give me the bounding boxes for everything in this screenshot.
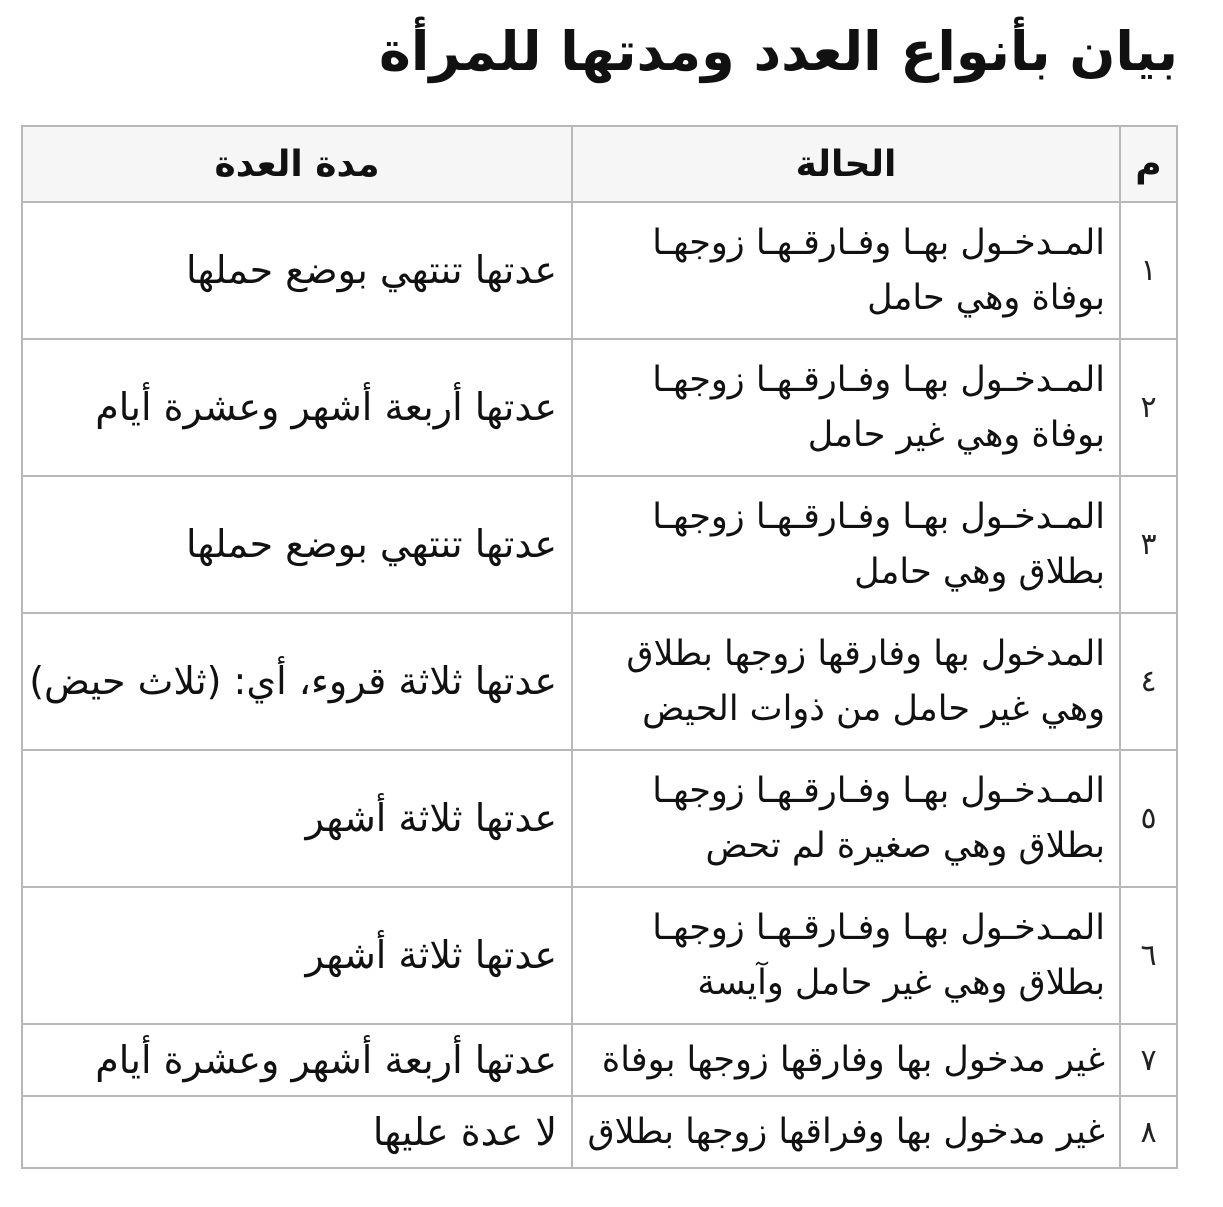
iddah-table	[21, 125, 1178, 1169]
row-number: ٥	[1120, 750, 1177, 887]
table-row	[22, 1024, 1177, 1096]
period-cell: عدتها تنتهي بوضع حملها	[22, 202, 572, 339]
row-number: ٤	[1120, 613, 1177, 750]
period-cell: عدتها ثلاثة أشهر	[22, 750, 572, 887]
header-number: م	[1120, 126, 1177, 202]
period-cell: عدتها أربعة أشهر وعشرة أيام	[22, 339, 572, 476]
row-number: ٧	[1120, 1024, 1177, 1096]
period-cell: عدتها تنتهي بوضع حملها	[22, 476, 572, 613]
case-cell: المـدخـول بهـا وفـارقـهـا زوجهـا بوفاة وهي حامل	[572, 202, 1120, 339]
case-cell: المـدخـول بهـا وفـارقـهـا زوجهـا بوفاة وهي غير حامل	[572, 339, 1120, 476]
table-row	[22, 339, 1177, 476]
case-cell: المـدخـول بهـا وفـارقـهـا زوجهـا بطلاق وهي حامل	[572, 476, 1120, 613]
table-row	[22, 750, 1177, 887]
table-row	[22, 1096, 1177, 1168]
header-case: الحالة	[572, 126, 1120, 202]
row-number: ٦	[1120, 887, 1177, 1024]
row-number: ١	[1120, 202, 1177, 339]
table-header-row	[22, 126, 1177, 202]
row-number: ٢	[1120, 339, 1177, 476]
row-number: ٨	[1120, 1096, 1177, 1168]
table-row	[22, 202, 1177, 339]
header-period: مدة العدة	[22, 126, 572, 202]
case-cell: غير مدخول بها وفراقها زوجها بطلاق	[572, 1096, 1120, 1168]
table-row	[22, 613, 1177, 750]
case-cell: المـدخـول بهـا وفـارقـهـا زوجهـا بطلاق وهي غير حامل وآيسة	[572, 887, 1120, 1024]
table-row	[22, 476, 1177, 613]
case-cell: المدخول بها وفارقها زوجها بطلاق وهي غير حامل من ذوات الحيض	[572, 613, 1120, 750]
period-cell: عدتها ثلاثة قروء، أي: (ثلاث حيض)	[22, 613, 572, 750]
page-title: بيان بأنواع العدد ومدتها للمرأة	[378, 20, 1178, 83]
case-cell: غير مدخول بها وفارقها زوجها بوفاة	[572, 1024, 1120, 1096]
case-cell: المـدخـول بهـا وفـارقـهـا زوجهـا بطلاق وهي صغيرة لم تحض	[572, 750, 1120, 887]
period-cell: عدتها أربعة أشهر وعشرة أيام	[22, 1024, 572, 1096]
table-row	[22, 887, 1177, 1024]
period-cell: عدتها ثلاثة أشهر	[22, 887, 572, 1024]
period-cell: لا عدة عليها	[22, 1096, 572, 1168]
row-number: ٣	[1120, 476, 1177, 613]
iddah-table-container	[23, 125, 1178, 1169]
